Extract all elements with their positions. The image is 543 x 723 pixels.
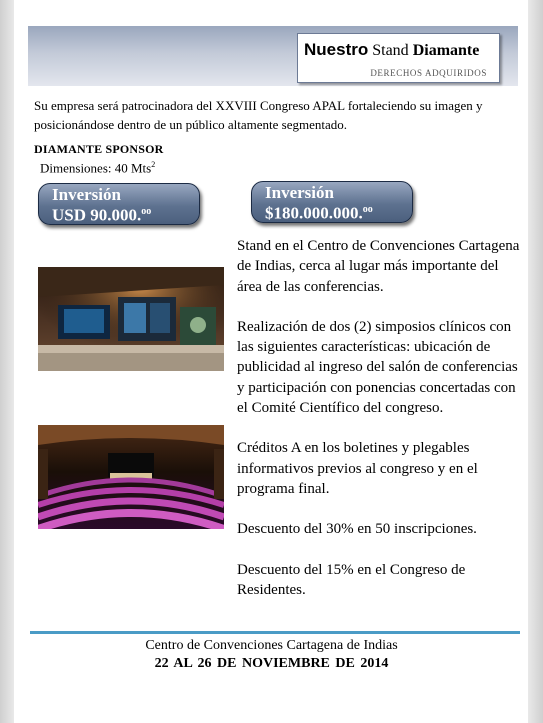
investment-cop-value: $180.000.000.: [265, 203, 363, 223]
stand-photo-image: [38, 267, 224, 371]
benefit-item: Stand en el Centro de Convenciones Cartagena de Indias, cerca al lugar más importante del área de las conferencias.: [237, 238, 520, 295]
sponsor-label: DIAMANTE SPONSOR: [34, 142, 164, 156]
investment-usd-label: Inversión: [52, 185, 121, 204]
title-nuestro: Nuestro: [304, 40, 369, 59]
auditorium-photo-image: [38, 425, 224, 529]
title-box: [297, 33, 500, 83]
stand-photo: [38, 267, 224, 371]
benefit-item: Créditos A en los boletines y plegables informativos previos al congreso y en el programa final.: [237, 440, 478, 497]
dimensions-superscript: 2: [151, 160, 156, 169]
benefit-item: Realización de dos (2) simposios clínicos con las siguientes características: ubicación de publicidad al ingreso del salón de conferencias y participación con ponencias concertadas con el Comité Científico del congreso.: [237, 318, 518, 417]
investment-cop-amount: [265, 201, 373, 222]
footer-divider: [30, 631, 520, 634]
title-stand: Stand: [372, 42, 409, 59]
footer-dates: 22 AL 26 DE NOVIEMBRE DE 2014: [154, 656, 389, 671]
auditorium-photo: [38, 425, 224, 529]
investment-usd-cents: oo: [141, 206, 152, 217]
dimensions-label: Dimensiones: 40 Mts: [40, 160, 152, 176]
investment-usd-value: USD 90.000.: [52, 205, 142, 225]
dimensions-text: [40, 160, 155, 176]
page-title: [304, 40, 479, 60]
title-diamante: Diamante: [412, 42, 480, 59]
benefit-item: Descuento del 30% en 50 inscripciones.: [237, 521, 477, 538]
intro-paragraph: Su empresa será patrocinadora del XXVIII Congreso APAL fortaleciendo su imagen y posicionándose dentro de un público altamente segmentado.: [34, 98, 483, 132]
investment-cop-cents: oo: [362, 204, 373, 215]
investment-cop-label: Inversión: [265, 183, 334, 202]
footer-venue: Centro de Convenciones Cartagena de Indias: [145, 638, 398, 653]
benefits-list: [237, 236, 527, 620]
title-subtitle: DERECHOS ADQUIRIDOS: [370, 68, 487, 78]
investment-usd-badge: [38, 183, 200, 225]
investment-cop-badge: [251, 181, 413, 223]
investment-usd-amount: [52, 203, 151, 224]
page-edge-left: [0, 0, 14, 723]
benefit-item: Descuento del 15% en el Congreso de Residentes.: [237, 561, 466, 598]
page-edge-right: [528, 0, 543, 723]
